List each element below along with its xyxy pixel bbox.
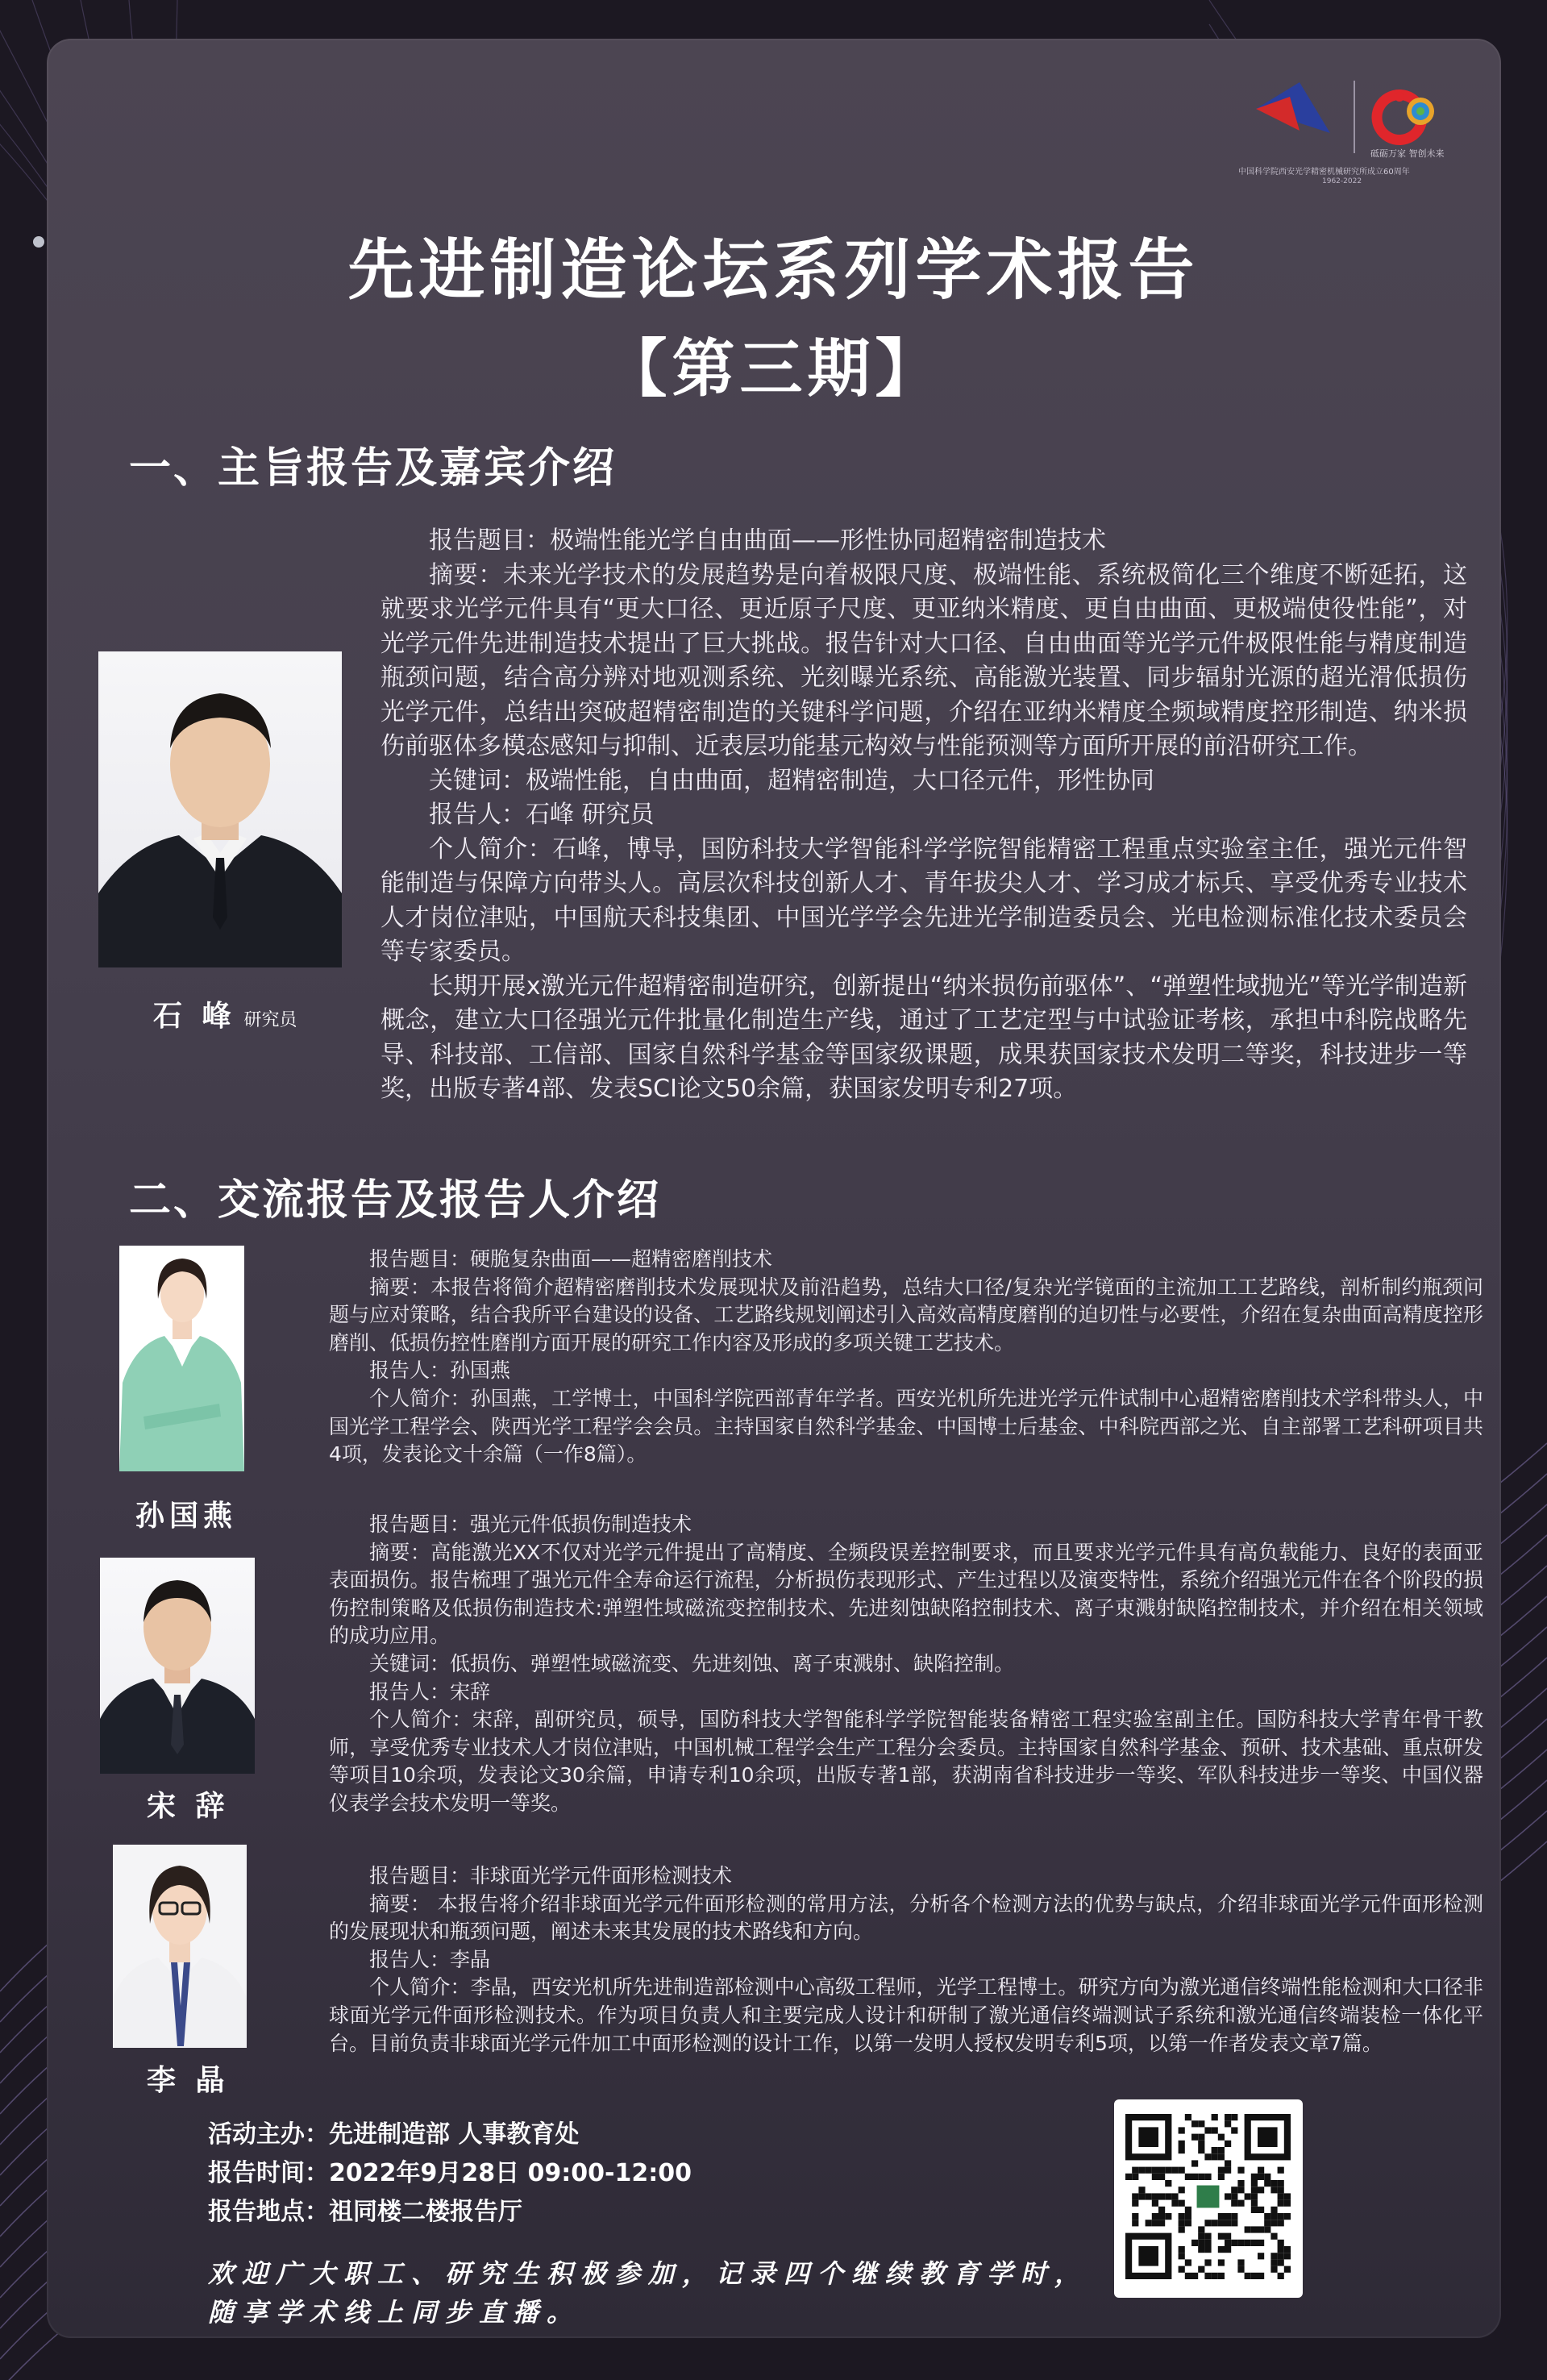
keynote-reporter: 报告人：石峰 研究员 [429, 801, 655, 829]
talk-speaker-name: 宋 辞 [147, 1790, 230, 1823]
speaker-photo-li-jing [113, 1845, 247, 2048]
talk-bio: 个人简介：宋辞，副研究员，硕导，国防科技大学智能科学学院智能装备精密工程实验室副主任。国防科技大学青年骨干教师，享受优秀专业技术人才岗位津贴，中国机械工程学会生产工程分会委员。主持国家自然科学基金、预研、技术基础、重点研发等项目10余项，发表论文30余篇，申请专利10余项，出版专著1部，获湖南省科技进步一等奖、军队科技进步一等奖、中国仪器仪表学会技术发明一等奖。 [329, 1708, 1483, 1815]
speaker-photo-shi-feng [98, 651, 342, 967]
keynote-achievements: 长期开展x激光元件超精密制造研究，创新提出“纳米损伤前驱体”、“弹塑性域抛光”等光学制造新概念，建立大口径强光元件批量化制造生产线，通过了工艺定型与中试验证考核，承担中科院战略先导、科技部、工信部、国家自然科学基金等国家级课题，成果获国家技术发明二等奖，科技进步一等奖，出版专著4部、发表SCI论文50余篇，获国家发明专利27项。 [381, 972, 1467, 1103]
talk-abstract: 摘要： 本报告将介绍非球面光学元件面形检测的常用方法，分析各个检测方法的优势与缺点，介绍非球面光学元件面形检测的发展现状和瓶颈问题，阐述未来其发展的技术路线和方向。 [329, 1891, 1483, 1944]
talk-bio: 个人简介：孙国燕，工学博士，中国科学院西部青年学者。西安光机所先进光学元件试制中心超精密磨削技术学科带头人，中国光学工程学会、陕西光学工程学会会员。主持国家自然科学基金、中国博士后基金、中科院西部之光、自主部署工艺科研项目共4项，发表论文十余篇（一作8篇）。 [329, 1386, 1483, 1467]
speaker-photo-sun-guoyan [119, 1246, 244, 1471]
keynote-topic: 报告题目：极端性能光学自由曲面——形性协同超精密制造技术 [429, 526, 1106, 555]
talk-reporter: 报告人：孙国燕 [369, 1359, 511, 1383]
talk-bio: 个人简介：李晶，西安光机所先进制造部检测中心高级工程师，光学工程博士。研究方向为激光通信终端性能检测和大口径非球面光学元件面形检测技术。作为项目负责人和主要完成人设计和研制了激光通信终端测试子系统和激光通信终端装检一体化平台。目前负责非球面光学元件加工中面形检测的设计工作，以第一发明人授权发明专利5项，以第一作者发表文章7篇。 [329, 1975, 1483, 2055]
talk-abstract: 摘要：高能激光XX不仅对光学元件提出了高精度、全频段误差控制要求，而且要求光学元件具有高负载能力、良好的表面亚表面损伤。报告梳理了强光元件全寿命运行流程，分析损伤表现形式、产生过程以及演变特性，系统介绍强光元件在各个阶段的损伤控制策略及低损伤制造技术:弹塑性域磁流变控制技术、先进刻蚀缺陷控制技术、离子束溅射缺陷控制技术，并介绍在相关领域的成功应用。 [329, 1540, 1483, 1648]
keynote-abstract: 摘要：未来光学技术的发展趋势是向着极限尺度、极端性能、系统极简化三个维度不断延拓，这就要求光学元件具有“更大口径、更近原子尺度、更亚纳米精度、更自由曲面、更极端使役性能”，对光学元件先进制造技术提出了巨大挑战。报告针对大口径、自由曲面等光学元件极限性能与精度制造瓶颈问题，结合高分辨对地观测系统、光刻曝光系统、高能激光装置、同步辐射光源的超光滑低损伤光学元件，总结出突破超精密制造的关键科学问题，介绍在亚纳米精度全频域精度控形制造、纳米损伤前驱体多模态感知与抑制、近表层功能基元构效与性能预测等方面所开展的前沿研究工作。 [381, 560, 1467, 760]
issue-label: 【第三期】 [604, 333, 943, 406]
talk-text-song-ci [329, 1511, 1483, 1818]
logo-caption: 中国科学院西安光学精密机械研究所成立60周年 [1238, 168, 1410, 177]
talk-keywords: 关键词：低损伤、弹塑性域磁流变、先进刻蚀、离子束溅射、缺陷控制。 [369, 1651, 1015, 1675]
logo-slogan: 砥砺万家 智创未来 [1370, 148, 1445, 159]
section-heading-talks: 二、交流报告及报告人介绍 [129, 1176, 662, 1225]
speaker-name-shi-feng [153, 993, 297, 1034]
closing-note [208, 2254, 1088, 2332]
talk-speaker-name: 李 晶 [147, 2064, 230, 2097]
closing-line-2: 随享学术线上同步直播。 [208, 2297, 581, 2328]
talk-reporter: 报告人：宋辞 [369, 1679, 491, 1704]
talk-topic: 报告题目：非球面光学元件面形检测技术 [369, 1864, 733, 1887]
keynote-bio: 个人简介：石峰，博导，国防科技大学智能科学学院智能精密工程重点实验室主任，强光元件智能制造与保障方向带头人。高层次科技创新人才、青年拔尖人才、学习成才标兵、享受优秀专业技术人才岗位津贴，中国航天科技集团、中国光学学会先进光学制造委员会、光电检测标准化技术委员会等专家委员。 [381, 834, 1467, 966]
talk-abstract: 摘要：本报告将简介超精密磨削技术发展现状及前沿趋势，总结大口径/复杂光学镜面的主流加工工艺路线，剖析制约瓶颈问题与应对策略，结合我所平台建设的设备、工艺路线规划阐述引入高效高精度磨削的迫切性与必要性，介绍在复杂曲面高精度控形磨削、低损伤控性磨削方面开展的研究工作内容及形成的多项关键工艺技术。 [329, 1275, 1483, 1354]
speaker-photo-song-ci [100, 1558, 255, 1774]
event-host: 活动主办：先进制造部 人事教育处 [208, 2120, 580, 2149]
talk-topic: 报告题目：硬脆复杂曲面——超精密磨削技术 [369, 1247, 773, 1271]
livestream-qr-code[interactable] [1114, 2099, 1303, 2298]
closing-line-1: 欢迎广大职工、研究生积极参加，记录四个继续教育学时， [208, 2258, 1089, 2289]
page-title: 先进制造论坛系列学术报告 [347, 232, 1200, 309]
event-time: 报告时间：2022年9月28日 09:00-12:00 [208, 2159, 692, 2187]
talk-reporter: 报告人：李晶 [369, 1947, 491, 1971]
speaker-title: 研究员 [243, 1010, 297, 1030]
section-heading-keynote: 一、主旨报告及嘉宾介绍 [129, 444, 618, 493]
qr-code-icon [1114, 2099, 1303, 2298]
event-place: 报告地点：祖同楼二楼报告厅 [208, 2198, 522, 2226]
talk-speaker-name: 孙国燕 [135, 1500, 238, 1533]
event-info [208, 2116, 692, 2232]
keynote-text [381, 524, 1467, 1107]
logo-years: 1962-2022 [1322, 177, 1362, 185]
talk-text-sun-guoyan [329, 1246, 1483, 1469]
keynote-keywords: 关键词：极端性能，自由曲面，超精密制造，大口径元件，形性协同 [429, 766, 1154, 795]
talk-text-li-jing [329, 1862, 1483, 2058]
talk-topic: 报告题目：强光元件低损伤制造技术 [369, 1512, 692, 1536]
speaker-name: 石 峰 [153, 1000, 236, 1033]
